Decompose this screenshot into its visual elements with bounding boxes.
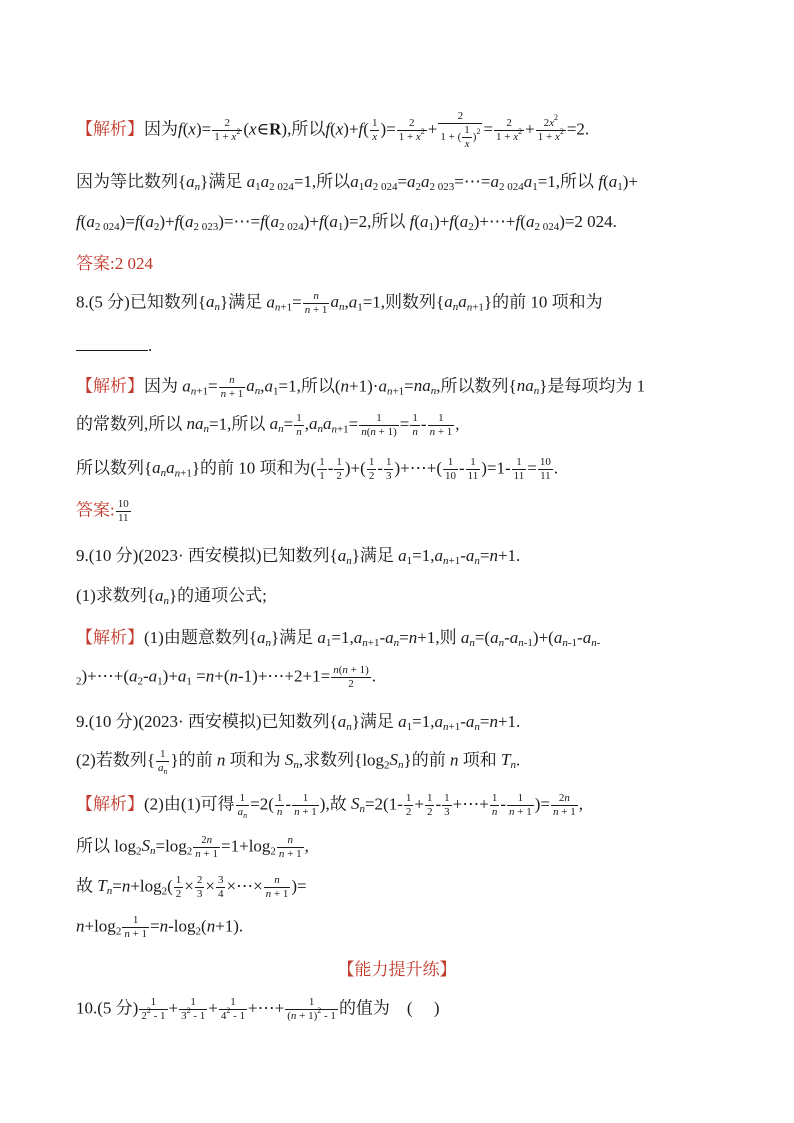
q9-part2: (2)若数列{ $\frac{1}{a_n}$ }的前 n 项和为 $S_n$,求数列$\{\log_2S_n\}$的前 n 项和 $T_n$. bbox=[76, 748, 521, 776]
q7-answer: 答案:2 024 bbox=[76, 254, 153, 273]
q9-stem: 9.(10 分)(2023· 西安模拟)已知数列$\{a_n\}$满足 $a_1=1,a_{n+1}-a_n=n+1$. bbox=[76, 546, 521, 567]
q9-stem-repeat: 9.(10 分)(2023· 西安模拟)已知数列$\{a_n\}$满足 $a_1=1,a_{n+1}-a_n=n+1$. bbox=[76, 712, 521, 733]
q8-solution-line1: 【解析】因为 $a_{n+1}=$ $\frac{n}{n + 1}$ $a_n,a_1=1$,所以$(n+1)\cdot a_{n+1}=na_n$,所以数列$\{na_n\}$是每项均为 1 bbox=[76, 374, 646, 400]
q7-solution-line3: $f(a_{2 024})=f(a_2)+f(a_{2 023})=\cdots=f(a_{2 024})+f(a_1)=2$,所以 $f(a_1)+f(a_2)+\cdots+f(a_{2 024})=2$ 024. bbox=[76, 212, 617, 233]
q9-part2-solution-line3: 故 $T_n=n+\log_2$( $\frac{1}{2}$ × $\frac{2}{3}$ × $\frac{3}{4}$ ×⋯× $\frac{n}{n + 1}$ )= bbox=[76, 874, 307, 900]
q8-stem: 8.(5 分)已知数列$\{a_n\}$满足 $a_{n+1}=$ $\frac{n}{n + 1}$ $a_n,a_1=1$,则数列$\{a_na_{n+1}\}$的前 10 项和为 bbox=[76, 290, 603, 316]
q9-part2-solution-line1: 【解析】(2)由(1)可得 $\frac{1}{a_n}$ =2( $\frac{1}{n}$ - $\frac{1}{n + 1}$ ),故 $S_n=2(1-$ $\frac{1}{2}$ + $\frac{1}{2}$ - $\frac{1}{3}$ +⋯+ $\frac{1}{n}$ - $\frac{1}{n + 1}$ )= $\frac{2n}{n + 1}$ , bbox=[76, 792, 583, 820]
q9-part2-solution-line4: $n+\log_2$ $\frac{1}{n + 1}$ $=n-\log_2(n+1)$. bbox=[76, 914, 244, 940]
answer-blank bbox=[76, 334, 148, 351]
q9-part1-solution-line2: $_2)+\cdots+(a_2-a_1)+a_1$ =n+(n-1)+⋯+2+1= $\frac{n(n + 1)}{2}$ . bbox=[76, 664, 376, 690]
section-heading: 【能力提升练】 bbox=[337, 960, 457, 979]
q8-blank-line: . bbox=[76, 334, 152, 358]
q9-part1: (1)求数列$\{a_n\}$的通项公式; bbox=[76, 586, 267, 607]
q8-solution-line3: 所以数列$\{a_na_{n+1}\}$的前 10 项和为( $\frac{1}{1}$ - $\frac{1}{2}$ )+( $\frac{1}{2}$ - $\frac{1}{3}$ )+⋯+( $\frac{1}{10}$ - $\frac{1}{11}$ )=1- $\frac{1}{11}$ = $\frac{10}{11}$ . bbox=[76, 456, 559, 482]
q7-solution-line2: 因为等比数列$\{a_n\}$满足 $a_1a_{2 024}=1$,所以$a_1a_{2 024}=a_2a_{2 023}=\cdots=a_{2 024}a_1=1$,所以 $f(a_1)+$ bbox=[76, 172, 638, 193]
q8-answer: 答案: $\frac{10}{11}$ bbox=[76, 498, 129, 524]
solution-tag: 【解析】 bbox=[76, 119, 144, 139]
q7-answer-value: 2 024 bbox=[114, 254, 153, 273]
q9-part2-solution-line2: 所以 $\log_2S_n=\log_2$ $\frac{2n}{n + 1}$ $=1+\log_2$ $\frac{n}{n + 1}$ , bbox=[76, 834, 309, 860]
q7-solution-line1: 【解析】因为f(x)= $\frac{2}{1 + x^2}$ (x∈R),所以f(x)+f( $\frac{1}{x}$ )= $\frac{2}{1 + x^2}$ + 2 1 + ( $\frac{1}{x}$ )$^2$ = $\frac{2}{1 + x^2}$ + $\frac{2x^2}{1 + x^2}$ =2. bbox=[76, 110, 590, 150]
q10-stem: 10.(5 分) $\frac{1}{2^2 - 1}$ + $\frac{1}{3^2 - 1}$ + $\frac{1}{4^2 - 1}$ +⋯+ $\frac{1}{(n + 1)^2 - 1}$ 的值为 ( ) bbox=[76, 996, 440, 1022]
q9-part1-solution-line1: 【解析】(1)由题意数列$\{a_n\}$满足 $a_1=1,a_{n+1}-a_n=n+1$,则 $a_n=(a_n-a_{n-1})+(a_{n-1}-a_{n-}$ bbox=[76, 628, 601, 649]
q8-solution-line2: 的常数列,所以 $na_n=1$,所以 $a_n=$ $\frac{1}{n}$ $,a_na_{n+1}=$ $\frac{1}{n(n + 1)}$ = $\frac{1}{n}$ - $\frac{1}{n + 1}$ , bbox=[76, 412, 460, 438]
